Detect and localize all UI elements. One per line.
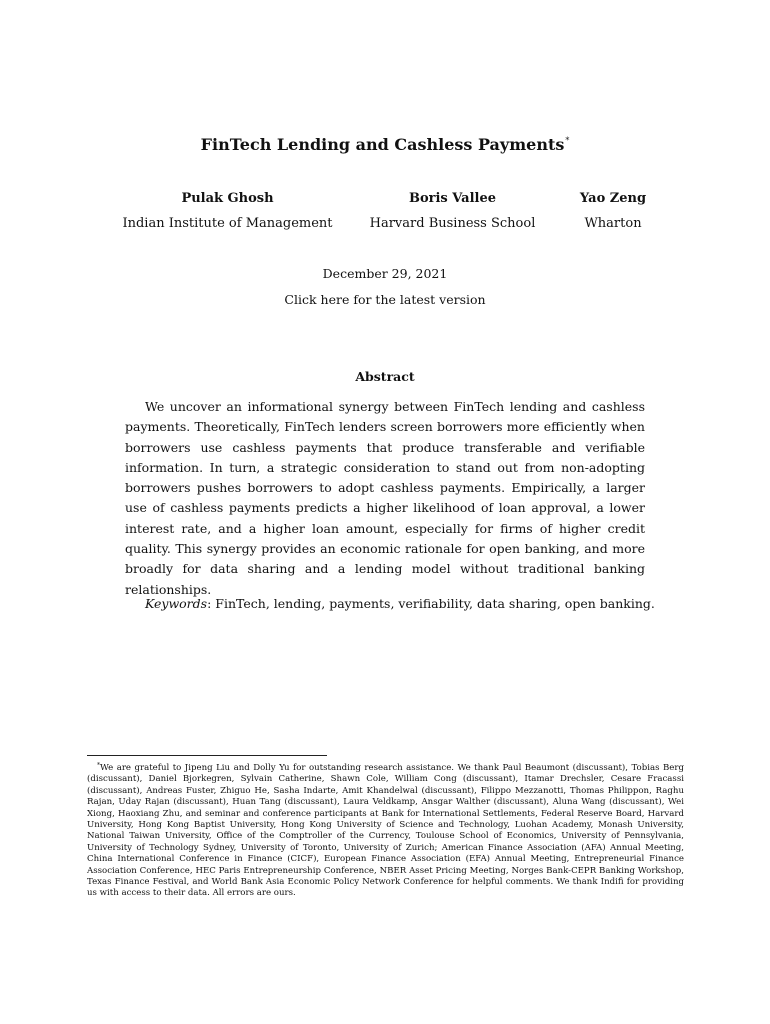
author-affiliation: Wharton <box>584 216 642 231</box>
footnote-mark: * <box>97 762 100 769</box>
paper-date: December 29, 2021 <box>322 266 448 281</box>
version-prefix: Click <box>284 292 317 307</box>
version-suffix: for the latest version <box>353 292 486 307</box>
abstract-heading: Abstract <box>355 369 415 384</box>
abstract-text: We uncover an informational synergy between FinTech lending and cashless payments. Theoretically, FinTech lenders screen borrowers more efficiently when borrowers use cashless payments that produce transferable and verifiable information. In turn, a strategic consideration to stand out from non-adopting borrowers pushes borrowers to adopt cashless payments. Empirically, a larger use of cashless payments predicts a higher likelihood of loan approval, a lower interest rate, and a higher loan amount, especially for firms of higher credit quality. This synergy provides an economic rationale for open banking, and more broadly for data sharing and a lending model without traditional banking relationships. <box>125 399 645 597</box>
author-block <box>553 191 673 231</box>
author-name: Boris Vallee <box>408 191 497 206</box>
latest-version-line <box>0 292 770 307</box>
author-affiliation: Indian Institute of Management <box>122 216 333 231</box>
footnote-text: We are grateful to Jipeng Liu and Dolly Yu for outstanding research assistance. We thank Paul Beaumont (discussant), Tobias Berg (discussant), Daniel Bjorkegren, Sylvain Catherine, Shawn Cole, William Cong (discussant), Itamar Drechsler, Cesare Fracassi (discussant), Andreas Fuster, Zhiguo He, Sasha Indarte, Amit Khandelwal (discussant), Filippo Mezzanotti, Thomas Philippon, Raghu Rajan, Uday Rajan (discussant), Huan Tang (discussant), Laura Veldkamp, Ansgar Walther (discussant), Aluna Wang (discussant), Wei Xiong, Haoxiang Zhu, and seminar and conference participants at Bank for International Settlements, Federal Reserve Board, Harvard University, Hong Kong Baptist University, Hong Kong University of Science and Technology, Luohan Academy, Monash University, National Taiwan University, Office of the Comptroller of the Currency, Toulouse School of Economics, University of Pennsylvania, University of Technology Sydney, University of Toronto, University of Zurich; American Finance Association (AFA) Annual Meeting, China International Conference in Finance (CICF), European Finance Association (EFA) Annual Meeting, Entrepreneurial Finance Association Conference, HEC Paris Entrepreneurship Conference, NBER Asset Pricing Meeting, Norges Bank-CEPR Banking Workshop, Texas Finance Festival, and World Bank Asia Economic Policy Network Conference for helpful comments. We thank Indifi for providing us with access to their data. All errors are ours. <box>87 763 684 899</box>
keywords-text: FinTech, lending, payments, verifiability, data sharing, open banking. <box>215 596 655 611</box>
footnote <box>87 760 684 900</box>
paper-title <box>0 135 770 154</box>
keywords-label: Keywords <box>145 596 208 611</box>
latest-version-link[interactable]: here <box>320 292 350 307</box>
author-block <box>105 191 350 231</box>
author-name: Yao Zeng <box>579 191 647 206</box>
author-block <box>355 191 550 231</box>
footnote-rule <box>87 755 327 756</box>
author-name: Pulak Ghosh <box>181 191 274 206</box>
keywords-line: Keywords: FinTech, lending, payments, verifiability, data sharing, open banking. <box>145 596 655 611</box>
title-footnote-mark: * <box>565 136 570 145</box>
title-text: FinTech Lending and Cashless Payments <box>200 135 565 154</box>
author-affiliation: Harvard Business School <box>369 216 536 231</box>
